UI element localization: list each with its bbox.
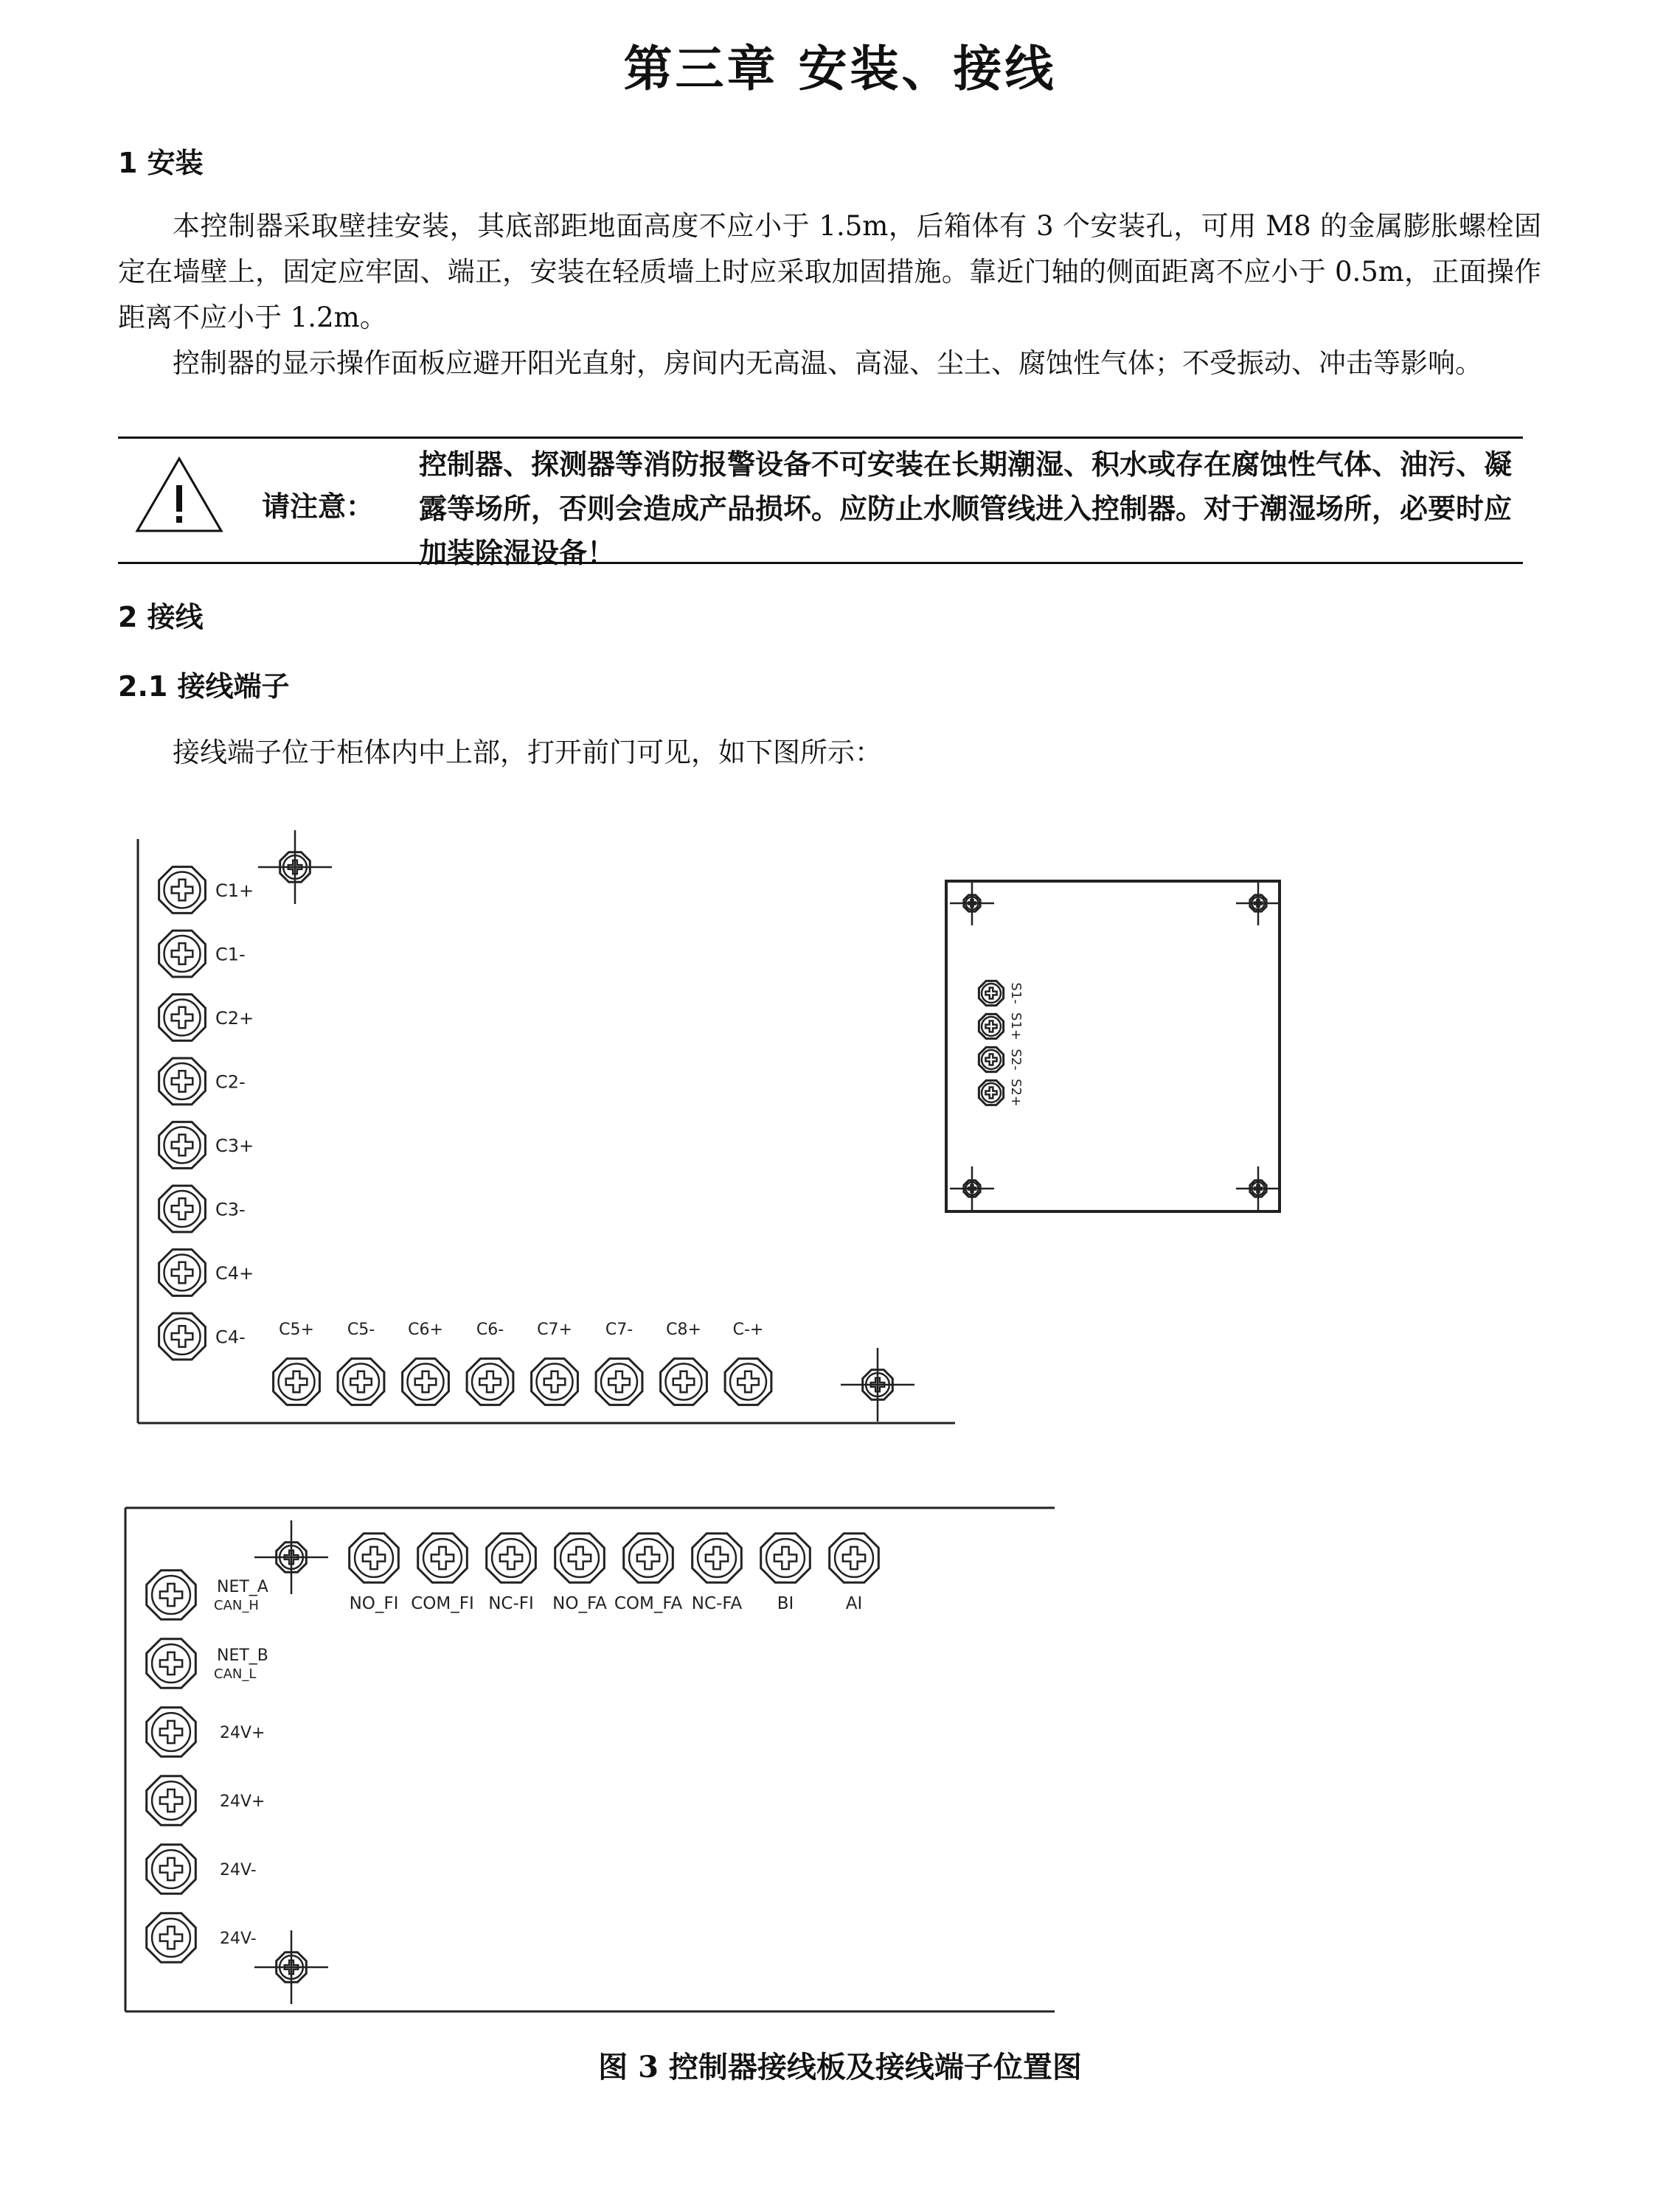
terminal-screw-icon — [274, 1359, 320, 1405]
mounting-screw-icon — [280, 852, 310, 883]
terminal-label: NET_B — [217, 1646, 268, 1665]
terminal-screw-icon — [159, 1122, 206, 1169]
terminal-label: C2- — [215, 1071, 246, 1093]
mounting-screw-icon — [1250, 1180, 1266, 1197]
terminal-label: C8+ — [666, 1321, 701, 1339]
mounting-hole-icon — [1236, 881, 1280, 925]
terminal-label: C3+ — [215, 1135, 254, 1156]
terminal-label: S1- — [1008, 982, 1024, 1004]
terminal-label: 24V+ — [220, 1792, 265, 1811]
terminal-screw-icon — [403, 1359, 449, 1405]
terminal-label: S2+ — [1008, 1079, 1024, 1107]
terminal-screw-icon — [418, 1534, 468, 1583]
mounting-hole-icon — [254, 1520, 328, 1594]
terminal-label: C-+ — [732, 1321, 764, 1339]
terminal-screw-icon — [487, 1534, 536, 1583]
terminal-screw-icon — [147, 1639, 196, 1688]
terminal-label: NET_A — [217, 1578, 268, 1596]
mounting-screw-icon — [277, 1543, 307, 1573]
terminal-screw-icon — [725, 1359, 771, 1405]
terminal-screw-icon — [147, 1776, 196, 1826]
mounting-hole-icon — [258, 830, 332, 904]
terminal-screw-icon — [761, 1534, 811, 1583]
terminal-screw-icon — [693, 1534, 742, 1583]
terminal-screw-icon — [979, 1047, 1003, 1071]
terminal-screw-icon — [338, 1359, 384, 1405]
terminal-label: C2+ — [215, 1008, 254, 1029]
terminal-screw-icon — [159, 1058, 206, 1105]
terminal-label: S2- — [1008, 1048, 1024, 1071]
terminal-label: BI — [777, 1594, 794, 1613]
mounting-hole-icon — [1236, 1166, 1280, 1211]
mounting-hole-icon — [254, 1930, 328, 2004]
terminal-label: S1+ — [1008, 1012, 1024, 1040]
warning-triangle-icon — [133, 454, 226, 537]
terminal-label: COM_FA — [614, 1594, 683, 1613]
section-2-1-heading: 2.1 接线端子 — [118, 670, 290, 703]
terminal-screw-icon — [467, 1359, 513, 1405]
terminal-label: C1- — [215, 944, 246, 965]
terminal-label: NO_FA — [552, 1594, 607, 1613]
terminal-screw-icon — [350, 1534, 399, 1583]
terminal-screw-icon — [532, 1359, 578, 1405]
terminal-label: C3- — [215, 1199, 246, 1220]
terminal-screw-icon — [159, 1313, 206, 1360]
terminal-screw-icon — [661, 1359, 707, 1405]
install-paragraph: 本控制器采取壁挂安装，其底部距地面高度不应小于 1.5m，后箱体有 3 个安装孔，可用 M8 的金属膨胀螺栓固定在墙壁上，固定应牢固、端正，安装在轻质墙上时应采取加固措施。靠近门轴的侧面距离不应小于 0.5m，正面操作距离不应小于 1.2m。 — [118, 210, 1541, 333]
notice-text: 控制器、探测器等消防报警设备不可安装在长期潮湿、积水或存在腐蚀性气体、油污、凝露等场所，否则会造成产品损坏。应防止水顺管线进入控制器。对于潮湿场所，必要时应加装除湿设备！ — [419, 448, 1513, 569]
terminal-label: C1+ — [215, 880, 254, 901]
terminal-board-top — [138, 830, 955, 1423]
terminal-sub-label: CAN_H — [214, 1598, 259, 1613]
terminal-screw-icon — [147, 1708, 196, 1757]
notice-top-rule — [118, 437, 1523, 439]
terminal-label: C7- — [605, 1321, 634, 1339]
terminal-label: C6- — [476, 1321, 504, 1339]
notice-label: 请注意： — [262, 490, 375, 523]
mounting-screw-icon — [964, 1180, 980, 1197]
terminal-screw-icon — [159, 867, 206, 914]
mounting-hole-icon — [950, 1166, 994, 1211]
terminal-screw-icon — [596, 1359, 642, 1405]
terminal-screw-icon — [159, 931, 206, 977]
terminal-screw-icon — [147, 1845, 196, 1894]
mounting-screw-icon — [964, 895, 980, 911]
section-2-heading: 2 接线 — [118, 601, 204, 633]
mounting-hole-icon — [950, 881, 994, 925]
terminal-screw-icon — [979, 1014, 1003, 1038]
terminal-board-bottom — [125, 1508, 1055, 2011]
terminal-label: 24V- — [220, 1930, 257, 1948]
section-1-heading: 1 安装 — [118, 147, 204, 179]
terminal-label: C4- — [215, 1326, 246, 1348]
figure-caption: 图 3 控制器接线板及接线端子位置图 — [598, 2050, 1082, 2084]
terminal-label: 24V- — [220, 1861, 257, 1879]
terminal-screw-icon — [979, 1080, 1003, 1105]
terminal-label: C7+ — [537, 1321, 572, 1339]
terminal-location-text: 接线端子位于柜体内中上部，打开前门可见，如下图所示： — [173, 737, 882, 768]
terminal-screw-icon — [624, 1534, 673, 1583]
terminal-screw-icon — [979, 981, 1003, 1005]
terminal-screw-icon — [159, 1250, 206, 1296]
terminal-label: NC-FI — [488, 1594, 534, 1613]
small-terminal-board — [946, 881, 1280, 1211]
terminal-screw-icon — [830, 1534, 879, 1583]
terminal-label: C5- — [347, 1321, 375, 1339]
terminal-screw-icon — [159, 1186, 206, 1232]
terminal-screw-icon — [159, 995, 206, 1041]
terminal-screw-icon — [555, 1534, 605, 1583]
chapter-title: 第三章 安装、接线 — [623, 41, 1057, 97]
mounting-screw-icon — [1250, 895, 1266, 911]
notice-bottom-rule — [118, 562, 1523, 564]
terminal-label: C4+ — [215, 1263, 254, 1284]
terminal-label: COM_FI — [411, 1594, 474, 1613]
terminal-label: C5+ — [279, 1321, 314, 1339]
terminal-label: AI — [845, 1594, 863, 1613]
terminal-screw-icon — [147, 1913, 196, 1963]
section-1-body — [118, 204, 1541, 386]
mounting-screw-icon — [863, 1370, 893, 1400]
terminal-label: C6+ — [408, 1321, 443, 1339]
terminal-screw-icon — [147, 1571, 196, 1620]
terminal-sub-label: CAN_L — [214, 1666, 257, 1682]
mounting-hole-icon — [841, 1348, 914, 1422]
terminal-label: NO_FI — [349, 1594, 399, 1613]
terminal-label: NC-FA — [691, 1594, 743, 1613]
mounting-screw-icon — [277, 1952, 307, 1983]
terminal-label: 24V+ — [220, 1724, 265, 1742]
environment-paragraph: 控制器的显示操作面板应避开阳光直射，房间内无高温、高湿、尘土、腐蚀性气体；不受振动、冲击等影响。 — [173, 347, 1482, 379]
